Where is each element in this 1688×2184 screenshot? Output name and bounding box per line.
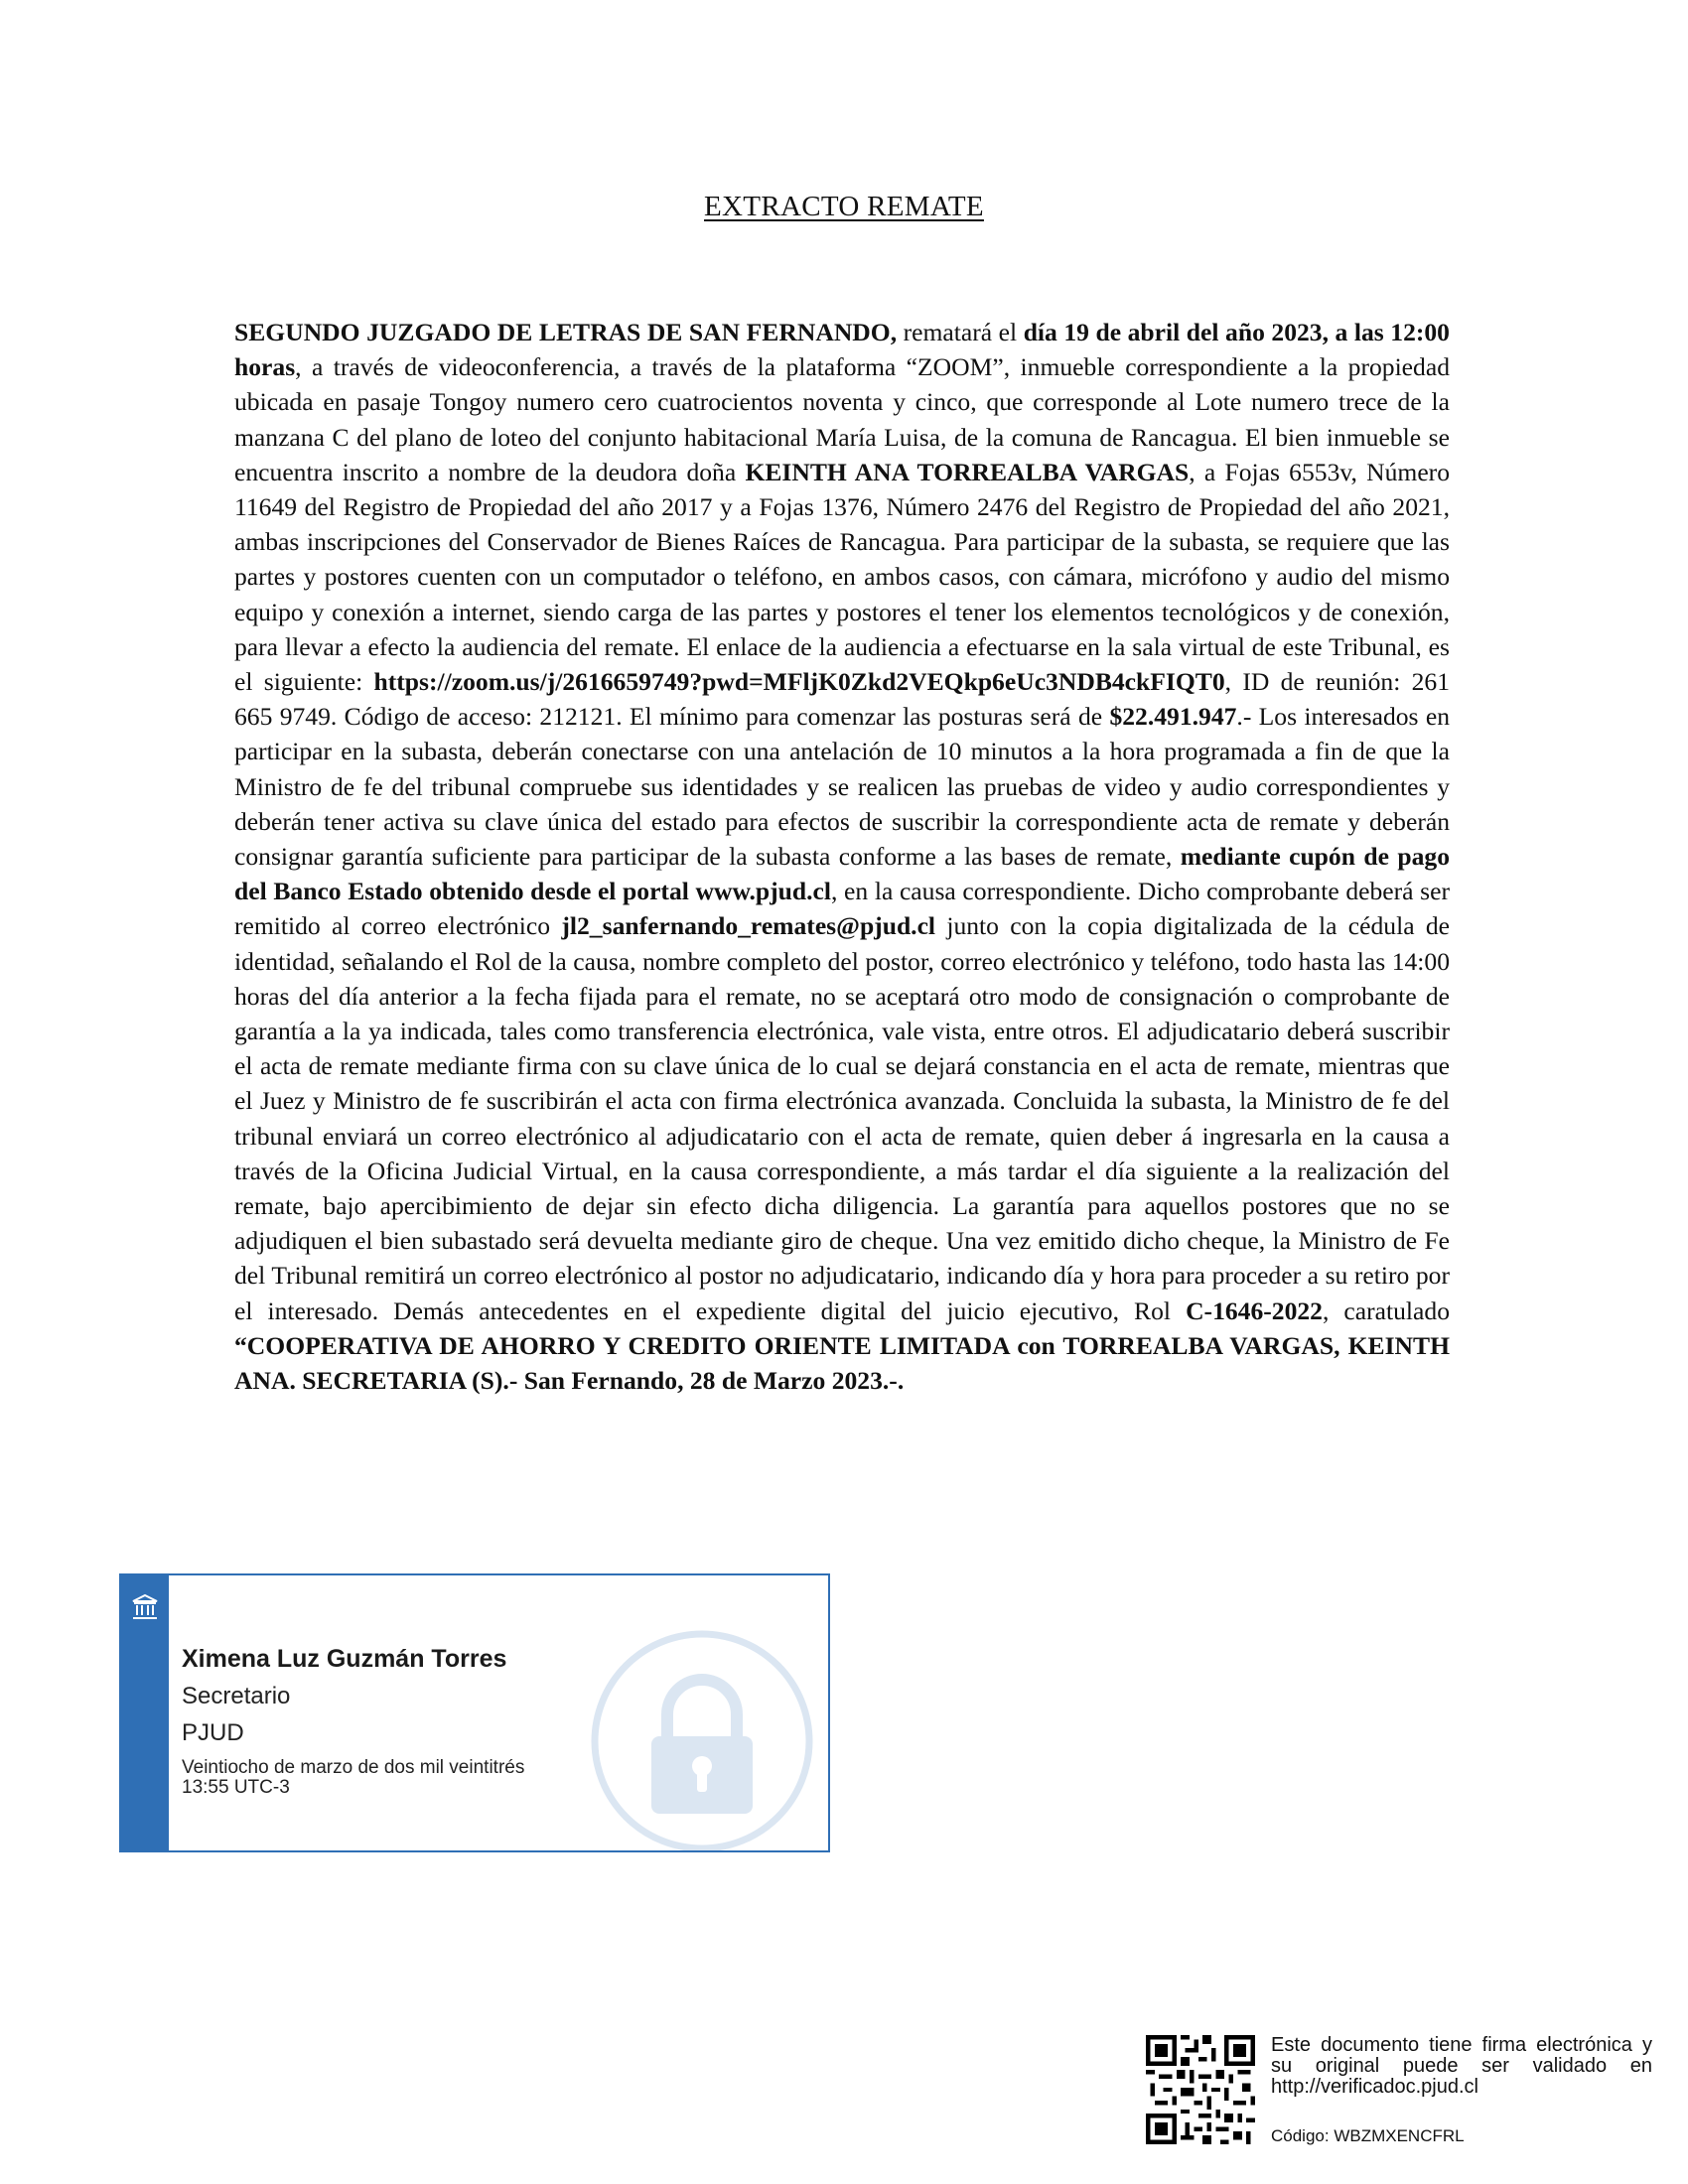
verification-text: Este documento tiene firma electrónica y su original puede ser validado en http://verificadoc.pjud.cl <box>1271 2034 1652 2098</box>
electronic-signature-box <box>119 1573 830 1852</box>
document-body <box>234 315 1450 1398</box>
signature-timestamp <box>182 1758 599 1798</box>
signer-organization: PJUD <box>182 1719 244 1746</box>
body-text: .- Los interesados en participar en la subasta, deberán conectarse con una antelación de 10 minutos a la hora programada a fin de que la Ministro de fe del tribunal compruebe sus identidades y se realicen las pruebas de video y audio correspondientes y deberán tener activa su clave única del estado para efectos de suscribir la correspondiente acta de remate y deberán consignar garantía suficiente para participar de la subasta conforme a las bases de remate, <box>234 702 1450 872</box>
body-text: , en la causa correspondiente. Dicho comprobante deberá ser remitido al correo electrónico <box>234 877 1450 941</box>
auction-date: día 19 de abril del año 2023, a las 12:00 horas <box>234 318 1450 382</box>
body-text: , caratulado <box>1322 1296 1450 1325</box>
signature-time: 13:55 UTC-3 <box>182 1777 290 1798</box>
verification-code: Código: WBZMXENCFRL <box>1271 2126 1465 2145</box>
court-email[interactable]: jl2_sanfernando_remates@pjud.cl <box>561 911 936 941</box>
payment-instructions: mediante cupón de pago del Banco Estado obtenido desde el portal www.pjud.cl <box>234 842 1450 906</box>
debtor-name: KEINTH ANA TORREALBA VARGAS <box>745 457 1190 486</box>
minimum-bid: $22.491.947 <box>1109 702 1237 732</box>
verification-block <box>1146 2035 1662 2154</box>
document-title: EXTRACTO REMATE <box>704 191 984 222</box>
body-text: junto con la copia digitalizada de la cédula de identidad, señalando el Rol de la causa, nombre completo del postor, correo electrónico y teléfono, todo hasta las 14:00 horas del día anterior a la fecha fijada para el remate, no se aceptará otro modo de consignación o comprobante de garantía a la ya indicada, tales como transferencia electrónica, vale vista, entre otros. El adjudicatario deberá suscribir el acta de remate mediante firma con su clave única de lo cual se dejará constancia en el acta de remate, mientras que el Juez y Ministro de fe suscribirán el acta con firma electrónica avanzada. Concluida la subasta, la Ministro de fe del tribunal enviará un correo electrónico al adjudicatario con el acta de remate, quien deber á ingresarla en la causa a través de la Oficina Judicial Virtual, en la causa correspondiente, a más tardar el día siguiente a la realización del remate, bajo apercibimiento de dejar sin efecto dicha diligencia. La garantía para aquellos postores que no se adjudiquen el bien subastado será devuelta mediante giro de cheque. Una vez emitido dicho cheque, la Ministro de Fe del Tribunal remitirá un correo electrónico al postor no adjudicatario, indicando día y hora para proceder a su retiro por el interesado. Demás antecedentes en el expediente digital del juicio ejecutivo, Rol <box>234 911 1451 1325</box>
body-text: , a través de videoconferencia, a través de la plataforma “ZOOM”, inmueble correspondiente a la propiedad ubicada en pasaje Tongoy numero cero cuatrocientos noventa y cinco, que corresponde al Lote numero trece de la manzana C del plano de loteo del conjunto habitacional María Luisa, de la comuna de Rancagua. El bien inmueble se encuentra inscrito a nombre de la deudora doña <box>234 352 1450 486</box>
zoom-link[interactable]: https://zoom.us/j/2616659749?pwd=MFljK0Zkd2VEQkp6eUc3NDB4ckFIQT0 <box>373 667 1225 697</box>
signature-sidebar <box>121 1575 169 1850</box>
qr-code-icon <box>1146 2035 1255 2144</box>
body-text: rematará el <box>897 318 1024 346</box>
lock-icon <box>588 1627 816 1852</box>
signer-role: Secretario <box>182 1683 291 1709</box>
case-number: C-1646-2022 <box>1186 1296 1323 1325</box>
case-caption: “COOPERATIVA DE AHORRO Y CREDITO ORIENTE LIMITADA con TORREALBA VARGAS, KEINTH ANA. SECRETARIA (S).- San Fernando, 28 de Marzo 2023.-. <box>234 1330 1450 1396</box>
body-text: , ID de reunión: 261 665 9749. Código de acceso: 212121. El mínimo para comenzar las posturas será de <box>234 667 1450 732</box>
body-text: , a Fojas 6553v, Número 11649 del Registro de Propiedad del año 2017 y a Fojas 1376, Número 2476 del Registro de Propiedad del año 2021, ambas inscripciones del Conservador de Bienes Raíces de Rancagua. Para participar de la subasta, se requiere que las partes y postores cuenten con un computador o teléfono, en ambos casos, con cámara, micrófono y audio del mismo equipo y conexión a internet, siendo carga de las partes y postores el tener los elementos tecnológicos y de conexión, para llevar a efecto la audiencia del remate. El enlace de la audiencia a efectuarse en la sala virtual de este Tribunal, es el siguiente: <box>234 457 1450 697</box>
court-name: SEGUNDO JUZGADO DE LETRAS DE SAN FERNANDO, <box>234 318 898 346</box>
signature-date: Veintiocho de marzo de dos mil veintitrés <box>182 1757 525 1778</box>
signer-name: Ximena Luz Guzmán Torres <box>182 1645 507 1673</box>
bank-icon <box>131 1593 159 1621</box>
